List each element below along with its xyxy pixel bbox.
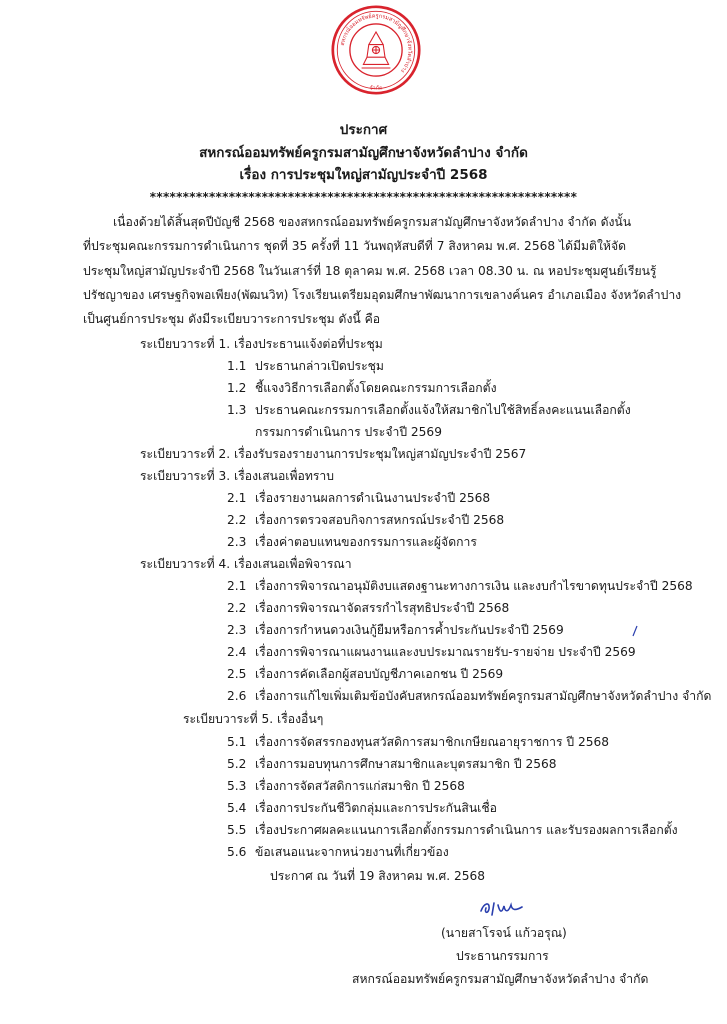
agenda-item: 2.4 เรื่องการพิจารณาแผนงานและงบประมาณรายรับ-รายจ่าย ประจำปี 2569 [227,645,636,659]
agenda-item: 5.3 เรื่องการจัดสวัสดิการแก่สมาชิก ปี 2568 [227,779,465,793]
agenda-item: 5.1 เรื่องการจัดสรรกองทุนสวัสดิการสมาชิกเกษียณอายุราชการ ปี 2568 [227,735,609,749]
signer-organization: สหกรณ์ออมทรัพย์ครูกรมสามัญศึกษาจังหวัดลำปาง จำกัด [352,972,649,986]
subject-title: เรื่อง การประชุมใหญ่สามัญประจำปี 2568 [239,167,488,183]
agenda-item: 2.1 เรื่องรายงานผลการดำเนินงานประจำปี 2568 [227,491,491,505]
agenda-4-title: ระเบียบวาระที่ 4. เรื่องเสนอเพื่อพิจารณา [140,557,352,571]
announcement-heading: ประกาศ [339,122,388,138]
agenda-item: 2.2 เรื่องการพิจารณาจัดสรรกำไรสุทธิประจำปี 2568 [227,601,510,615]
seal-bottom-text: จำกัด [369,85,383,92]
agenda-item: 5.5 เรื่องประกาศผลคะแนนการเลือกตั้งกรรมการดำเนินการ และรับรองผลการเลือกตั้ง [227,823,678,837]
agenda-item-continuation: กรรมการดำเนินการ ประจำปี 2569 [255,425,442,439]
intro-line: ประชุมใหญ่สามัญประจำปี 2568 ในวันเสาร์ที่ 18 ตุลาคม พ.ศ. 2568 เวลา 08.30 น. ณ หอประชุมศูนย์เรียนรู้ [83,264,657,278]
agenda-item: 2.2 เรื่องการตรวจสอบกิจการสหกรณ์ประจำปี 2568 [227,513,505,527]
intro-line: เนื่องด้วยได้สิ้นสุดปีบัญชี 2568 ของสหกรณ์ออมทรัพย์ครูกรมสามัญศึกษาจังหวัดลำปาง จำกัด ดังนั้น [113,215,632,229]
agenda-item: 1.2 ชี้แจงวิธีการเลือกตั้งโดยคณะกรรมการเลือกตั้ง [227,381,497,395]
agenda-item: 5.6 ข้อเสนอแนะจากหน่วยงานที่เกี่ยวข้อง [227,845,449,859]
agenda-1-title: ระเบียบวาระที่ 1. เรื่องประธานแจ้งต่อที่ประชุม [140,337,383,351]
agenda-item: 2.3 เรื่องการกำหนดวงเงินกู้ยืมหรือการค้ำประกันประจำปี 2569 [227,623,564,637]
agenda-item: 5.2 เรื่องการมอบทุนการศึกษาสมาชิกและบุตรสมาชิก ปี 2568 [227,757,557,771]
agenda-item: 2.3 เรื่องค่าตอบแทนของกรรมการและผู้จัดการ [227,535,477,549]
intro-line: ที่ประชุมคณะกรรมการดำเนินการ ชุดที่ 35 ครั้งที่ 11 วันพฤหัสบดีที่ 7 สิงหาคม พ.ศ. 2568 ได้มีมติให้จัด [83,239,627,253]
signer-name: (นายสาโรจน์ แก้วอรุณ) [441,926,567,940]
intro-line: ปรัชญาของ เศรษฐกิจพอเพียง(พัฒนวิท) โรงเรียนเตรียมอุดมศึกษาพัฒนาการเขลางค์นคร อำเภอเมือง จังหวัดลำปาง [83,288,682,302]
seal-ring-text: สหกรณ์ออมทรัพย์ครูกรมสามัญศึกษาจังหวัดลำปาง [339,13,413,74]
agenda-item: 5.4 เรื่องการประกันชีวิตกลุ่มและการประกันสินเชื่อ [227,801,497,815]
intro-line: เป็นศูนย์การประชุม ดังมีระเบียบวาระการประชุม ดังนี้ คือ [83,312,381,326]
organization-title: สหกรณ์ออมทรัพย์ครูกรมสามัญศึกษาจังหวัดลำปาง จำกัด [199,145,528,161]
announcement-date: ประกาศ ณ วันที่ 19 สิงหาคม พ.ศ. 2568 [270,869,486,883]
agenda-item: 2.6 เรื่องการแก้ไขเพิ่มเติมข้อบังคับสหกรณ์ออมทรัพย์ครูกรมสามัญศึกษาจังหวัดลำปาง จำกัด [227,689,712,703]
agenda-item: 1.1 ประธานกล่าวเปิดประชุม [227,359,384,373]
agenda-item: 1.3 ประธานคณะกรรมการเลือกตั้งแจ้งให้สมาชิกไปใช้สิทธิ์ลงคะแนนเลือกตั้ง [227,403,631,417]
agenda-item: 2.5 เรื่องการคัดเลือกผู้สอบบัญชีภาคเอกชน ปี 2569 [227,667,504,681]
signer-title: ประธานกรรมการ [456,949,549,963]
pen-mark [631,625,639,637]
agenda-5-title: ระเบียบวาระที่ 5. เรื่องอื่นๆ [183,712,324,726]
cooperative-seal-logo [331,5,421,95]
handwritten-signature [478,897,528,919]
agenda-item: 2.1 เรื่องการพิจารณาอนุมัติงบแสดงฐานะทางการเงิน และงบกำไรขาดทุนประจำปี 2568 [227,579,693,593]
agenda-2-title: ระเบียบวาระที่ 2. เรื่องรับรองรายงานการประชุมใหญ่สามัญประจำปี 2567 [140,447,527,461]
separator-line: ***************************************************************** [149,190,578,204]
agenda-3-title: ระเบียบวาระที่ 3. เรื่องเสนอเพื่อทราบ [140,469,334,483]
